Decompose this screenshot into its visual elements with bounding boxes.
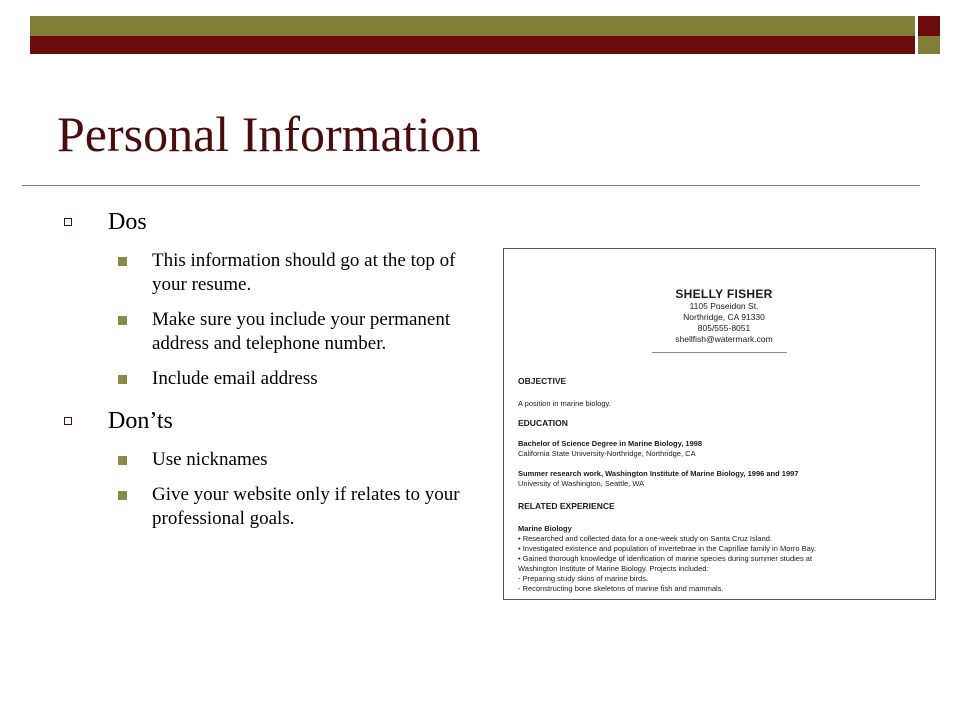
resume-phone: 805/555-8051 bbox=[697, 323, 751, 333]
slide-title: Personal Information bbox=[57, 106, 481, 162]
maroon-bar bbox=[30, 36, 915, 54]
list-item bbox=[60, 483, 480, 531]
resume-email: shellfish@watermark.com bbox=[675, 334, 773, 344]
list-item bbox=[60, 448, 480, 472]
section-heading-dos bbox=[60, 206, 480, 238]
list-item-text: Make sure you include your permanent address and telephone number. bbox=[152, 309, 451, 354]
resume-research: Summer research work, Washington Institute of Marine Biology, 1996 and 1997 bbox=[518, 469, 799, 478]
resume-header bbox=[654, 287, 794, 345]
list-item bbox=[60, 308, 480, 356]
section-heading-label: Dos bbox=[108, 209, 147, 235]
resume-rule bbox=[652, 352, 787, 353]
list-item-text: Use nicknames bbox=[152, 449, 268, 470]
decorative-top-bars bbox=[0, 0, 960, 60]
square-bullet-icon bbox=[118, 456, 127, 465]
resume-bullet: • Researched and collected data for a one-week study on Santa Cruz Island. bbox=[518, 534, 773, 543]
resume-objective-text: A position in marine biology. bbox=[518, 399, 611, 408]
list-item bbox=[60, 249, 480, 297]
olive-bar bbox=[30, 16, 915, 36]
square-bullet-icon bbox=[118, 257, 127, 266]
resume-address2: Northridge, CA 91330 bbox=[683, 312, 765, 322]
resume-bullet: - Reconstructing bone skeletons of marine fish and mammals. bbox=[518, 584, 724, 593]
resume-bullet: - Preparing study skins of marine birds. bbox=[518, 574, 649, 583]
resume-experience-sub: Marine Biology bbox=[518, 524, 572, 533]
olive-square bbox=[918, 36, 940, 54]
resume-sample-image bbox=[503, 248, 936, 600]
resume-bullet: • Investigated existence and population of invertebrae in the Caprillae family in Morro Bay. bbox=[518, 544, 817, 553]
square-bullet-icon bbox=[118, 491, 127, 500]
list-item-text: This information should go at the top of your resume. bbox=[152, 250, 456, 295]
list-item-text: Include email address bbox=[152, 368, 318, 389]
list-item-text: Give your website only if relates to your professional goals. bbox=[152, 484, 460, 529]
resume-research-school: University of Washington, Seattle, WA bbox=[518, 479, 645, 488]
section-heading-label: Don’ts bbox=[108, 408, 173, 434]
list-item bbox=[60, 367, 480, 391]
resume-name: SHELLY FISHER bbox=[675, 287, 773, 301]
title-divider bbox=[22, 185, 920, 186]
resume-bullet: Washington Institute of Marine Biology. Projects included: bbox=[518, 564, 709, 573]
maroon-square bbox=[918, 16, 940, 36]
square-bullet-icon bbox=[118, 375, 127, 384]
resume-education-heading: EDUCATION bbox=[518, 418, 568, 428]
resume-bullet: • Gained thorough knowledge of idenfication of marine species during summer studies at bbox=[518, 554, 813, 563]
hollow-square-bullet-icon bbox=[64, 218, 72, 226]
square-bullet-icon bbox=[118, 316, 127, 325]
section-heading-donts bbox=[60, 405, 480, 437]
resume-school: California State University-Northridge, Northridge, CA bbox=[518, 449, 696, 458]
resume-address1: 1105 Poseidon St. bbox=[689, 301, 759, 311]
resume-experience-heading: RELATED EXPERIENCE bbox=[518, 501, 615, 511]
bullet-list bbox=[60, 198, 480, 531]
resume-objective-heading: OBJECTIVE bbox=[518, 376, 567, 386]
hollow-square-bullet-icon bbox=[64, 417, 72, 425]
resume-degree: Bachelor of Science Degree in Marine Biology, 1998 bbox=[518, 439, 703, 448]
